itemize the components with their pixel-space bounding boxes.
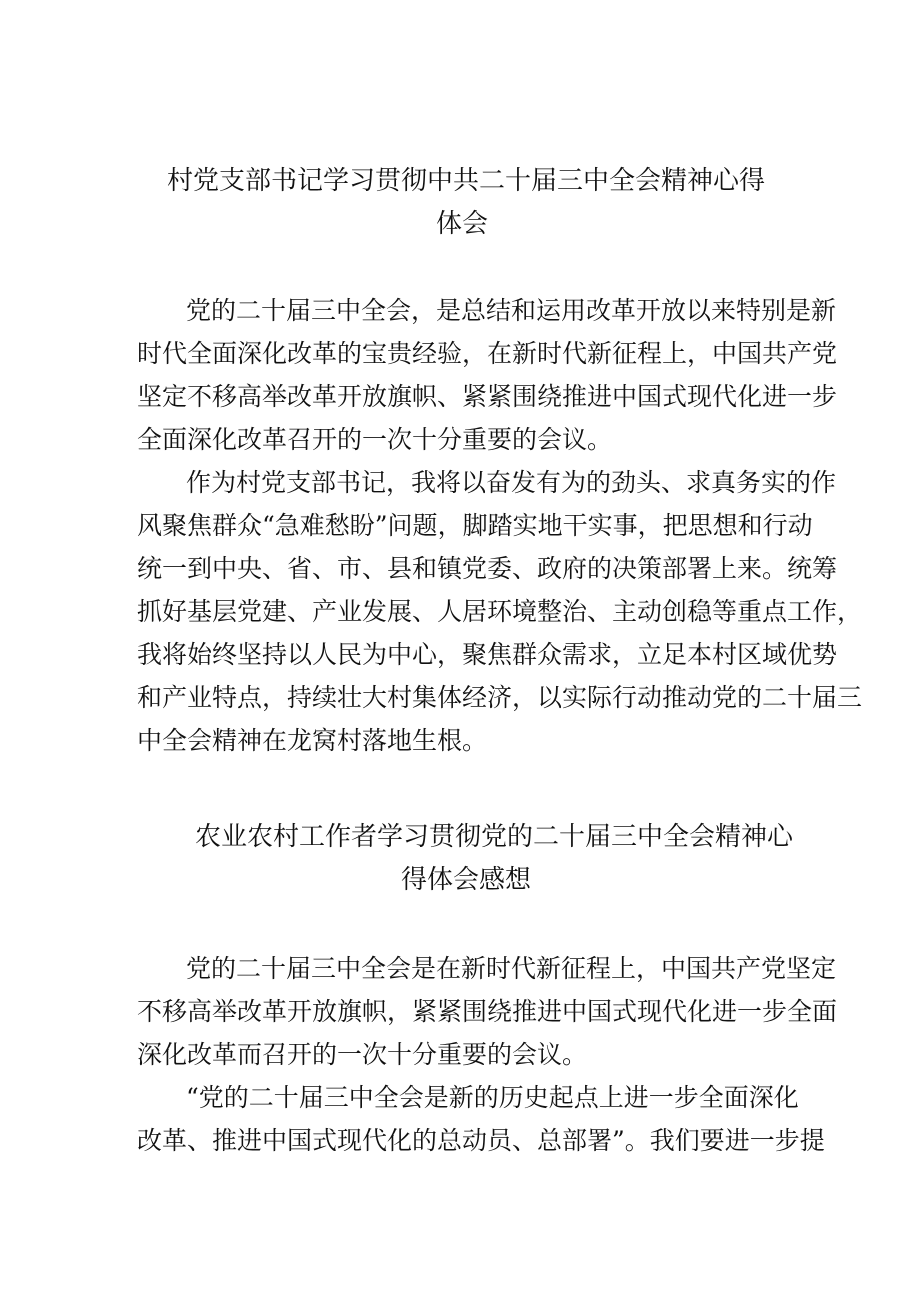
article2-paragraph2-line: 改革、推进中国式现代化的总动员、总部署”。我们要进一步提 [137, 1126, 825, 1155]
article1-paragraph2-line: 作为村党支部书记，我将以奋发有为的劲头、求真务实的作 [186, 468, 837, 497]
article1-paragraph1-line: 时代全面深化改革的宝贵经验，在新时代新征程上，中国共产党 [137, 339, 838, 368]
article2-paragraph1-line: 不移高举改革开放旗帜，紧紧围绕推进中国式现代化进一步全面 [137, 997, 838, 1026]
article1-paragraph2-line: 抓好基层党建、产业发展、人居环境整治、主动创稳等重点工作， [137, 597, 863, 626]
article1-paragraph2-line: 统一到中央、省、市、县和镇党委、政府的决策部署上来。统筹 [137, 554, 838, 583]
article1-paragraph2-line: 风聚焦群众“急难愁盼”问题，脚踏实地干实事，把思想和行动 [137, 511, 813, 540]
article1-paragraph2-line: 我将始终坚持以人民为中心，聚焦群众需求，立足本村区域优势 [137, 640, 838, 669]
article2-title-line-2: 得体会感想 [401, 865, 532, 895]
article1-title-line-2: 体会 [436, 209, 489, 239]
article1-paragraph2-line: 中全会精神在龙窝村落地生根。 [137, 726, 488, 755]
article1-paragraph1-line: 全面深化改革召开的一次十分重要的会议。 [137, 425, 613, 454]
article1-title-line-1: 村党支部书记学习贯彻中共二十届三中全会精神心得 [167, 166, 766, 196]
article2-paragraph1-line: 党的二十届三中全会是在新时代新征程上，中国共产党坚定 [186, 954, 837, 983]
article1-paragraph1-line: 党的二十届三中全会，是总结和运用改革开放以来特别是新 [186, 296, 837, 325]
article1-paragraph1-line: 坚定不移高举改革开放旗帜、紧紧围绕推进中国式现代化进一步 [137, 382, 838, 411]
article1-paragraph2-line: 和产业特点，持续壮大村集体经济，以实际行动推动党的二十届三 [137, 683, 863, 712]
article2-paragraph1-line: 深化改革而召开的一次十分重要的会议。 [137, 1040, 588, 1069]
article2-paragraph2-line: “党的二十届三中全会是新的历史起点上进一步全面深化 [186, 1083, 799, 1112]
article2-title-line-1: 农业农村工作者学习贯彻党的二十届三中全会精神心 [195, 822, 794, 852]
